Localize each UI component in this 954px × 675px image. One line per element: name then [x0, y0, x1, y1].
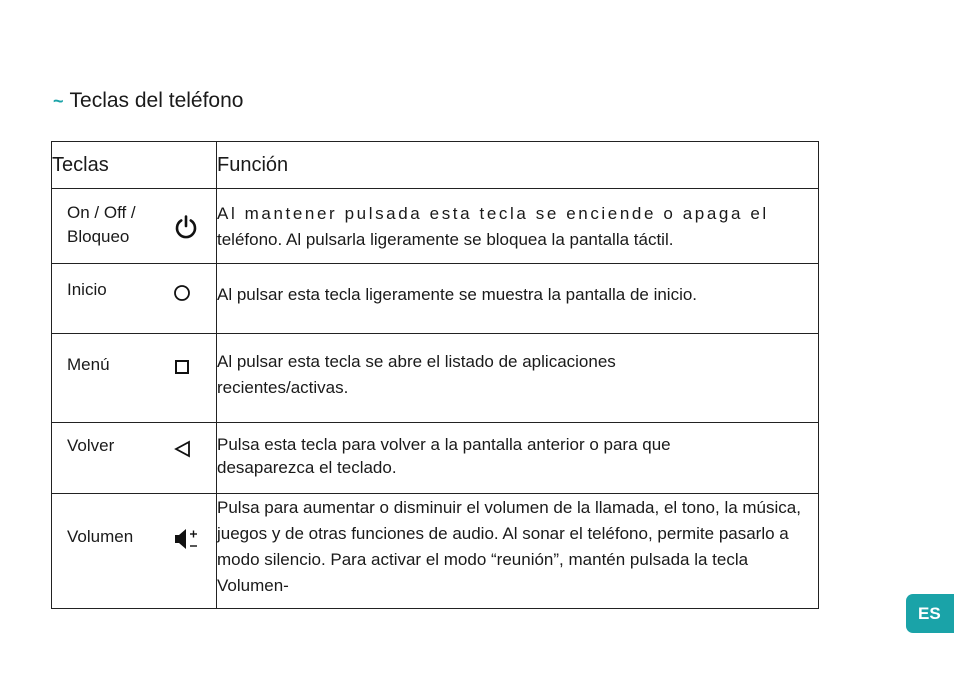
circle-home-icon: [173, 280, 199, 306]
function-cell: [217, 189, 819, 264]
function-cell: [217, 334, 819, 423]
power-icon: [173, 214, 199, 240]
keys-table: [51, 141, 819, 609]
function-cell: [217, 264, 819, 334]
triangle-back-icon: [173, 436, 199, 462]
key-label: Volumen: [67, 527, 134, 546]
table-row: [52, 189, 819, 264]
function-text: Al pulsar esta tecla ligeramente se muestra la pantalla de inicio.: [217, 285, 698, 304]
key-label: Volver: [67, 436, 115, 455]
function-text-line1: Al mantener pulsada esta tecla se enciende o apaga el: [217, 204, 769, 223]
key-label: Menú: [67, 355, 110, 374]
table-row: [52, 264, 819, 334]
section-title-text: Teclas del teléfono: [69, 89, 244, 112]
key-cell: [52, 423, 217, 494]
speaker-volume-icon: [173, 526, 199, 552]
header-function: Función: [217, 142, 819, 189]
function-text-line2: teléfono. Al pulsarla ligeramente se bloquea la pantalla táctil.: [217, 230, 674, 249]
table-row: [52, 494, 819, 609]
key-label: On / Off / Bloqueo: [67, 203, 136, 246]
key-cell: [52, 334, 217, 423]
function-cell: [217, 494, 819, 609]
function-text: Al pulsar esta tecla se abre el listado de aplicaciones recientes/activas.: [217, 352, 616, 397]
key-cell: [52, 189, 217, 264]
function-cell: [217, 423, 819, 494]
key-cell: [52, 264, 217, 334]
language-badge: ES: [906, 594, 954, 633]
key-cell: [52, 494, 217, 609]
table-row: [52, 334, 819, 423]
table-header-row: [52, 142, 819, 189]
section-title: [53, 88, 243, 114]
square-menu-icon: [173, 354, 199, 380]
header-keys: Teclas: [52, 142, 217, 189]
key-label: Inicio: [67, 280, 107, 299]
function-text: Pulsa para aumentar o disminuir el volumen de la llamada, el tono, la música, juegos y de otras funciones de audio. Al sonar el teléfono, permite pasarlo a modo silencio. Para activar el modo “reunión”, mantén pulsada la tecla Volumen-: [217, 498, 801, 595]
function-text: Pulsa esta tecla para volver a la pantalla anterior o para que desaparezca el teclado.: [217, 435, 671, 477]
table-row: [52, 423, 819, 494]
section-marker: ~: [53, 91, 64, 111]
